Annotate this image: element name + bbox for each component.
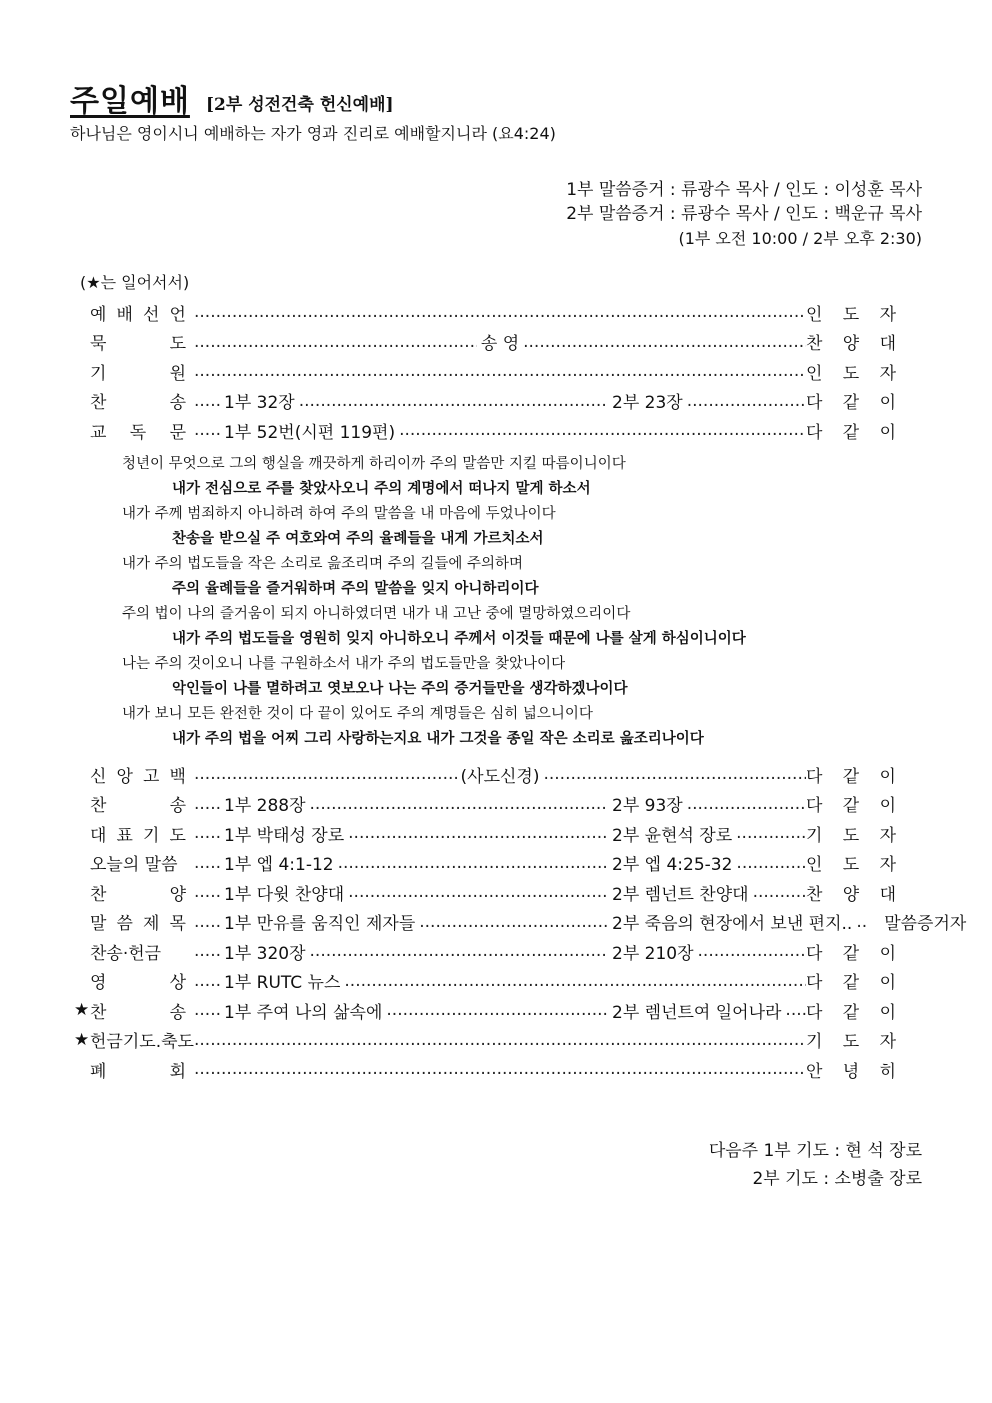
leader-dots: [348, 823, 608, 843]
label-char: 찬: [90, 1002, 107, 1023]
order-item-detail-1: 1부 엡 4:1-12: [224, 855, 334, 875]
order-item-responsible: [806, 359, 896, 384]
responsible-char: 대: [879, 884, 896, 905]
order-item-label: [90, 909, 194, 934]
leader-dots: [698, 941, 806, 961]
label-char: 도: [169, 334, 186, 354]
label-char: 오늘의 말씀: [90, 855, 178, 875]
order-item-detail-1: 1부 32장: [224, 393, 295, 413]
responsible-char: 같: [842, 1002, 860, 1023]
order-item-detail-1: 1부 박태성 장로: [224, 825, 345, 846]
leader-dots: [194, 794, 220, 814]
leader-dots: [687, 391, 806, 411]
leader-dots: [344, 971, 806, 991]
responsible-char: 같: [842, 973, 860, 993]
order-item-responsible: [806, 300, 896, 325]
leader-dots: [687, 794, 806, 814]
order-item-label: [90, 388, 194, 413]
responsible-char: 이: [879, 973, 896, 993]
responsible-char: 자: [879, 363, 896, 384]
responsible-char: 다: [805, 766, 823, 787]
label-char: 헌금기도.축도: [90, 1032, 194, 1052]
response-line-congregation: 내가 전심으로 주를 찾았사오니 주의 계명에서 떠나지 말게 하소서: [172, 481, 591, 497]
responsible-char: 같: [842, 393, 860, 413]
standing-star: ★: [74, 1029, 90, 1050]
order-row: [74, 761, 896, 787]
responsible-char: 이: [879, 943, 896, 964]
leader-dots: [194, 882, 220, 902]
order-item-responsible: [806, 998, 896, 1023]
standing-star: ★: [74, 1000, 90, 1020]
response-line-leader: 내가 주께 범죄하지 아니하려 하여 주의 말씀을 내 마음에 두었나이다: [122, 506, 556, 522]
label-char: 씀: [116, 914, 133, 934]
leader-dots: [310, 794, 608, 814]
label-char: 찬: [90, 393, 107, 413]
page-title: 주일예배: [70, 84, 190, 119]
leader-dots: [194, 361, 806, 381]
order-item-detail-2: 2부 윤현석 장로: [612, 825, 733, 846]
order-item-responsible: [806, 1027, 896, 1052]
label-char: 예: [90, 304, 107, 325]
leader-dots: [736, 823, 806, 843]
leader-dots: [194, 823, 220, 843]
order-item-detail: 1부 RUTC 뉴스: [224, 973, 341, 993]
responsible-char: 찬: [806, 884, 823, 905]
leader-dots: [194, 1059, 806, 1079]
responsible-char: 같: [842, 796, 860, 816]
leader-dots: [194, 391, 220, 411]
label-char: 묵: [90, 334, 107, 354]
ministers-line-1: 1부 말씀증거 : 류광수 목사 / 인도 : 이성훈 목사: [566, 180, 922, 200]
order-item-detail: 송 영: [480, 334, 520, 354]
label-char: 독: [129, 422, 147, 443]
leader-dots: [785, 1000, 806, 1020]
order-item-label: [90, 1057, 194, 1082]
order-row: [74, 388, 896, 414]
label-char: 기: [143, 825, 160, 846]
order-item-label: [90, 329, 194, 354]
label-char: 목: [169, 914, 186, 934]
response-line-congregation: 악인들이 나를 멸하려고 엿보오나 나는 주의 증거들만을 생각하겠나이다: [172, 681, 628, 697]
label-char: 송: [169, 796, 186, 816]
leader-dots: [338, 853, 608, 873]
order-item-detail-2: 2부 엡 4:25-32: [612, 855, 733, 875]
leader-dots: [194, 1000, 220, 1020]
label-char: 도: [169, 825, 186, 846]
label-char: 기: [90, 363, 107, 384]
order-item-responsible: [806, 329, 896, 354]
responsible-char: 인: [806, 304, 823, 325]
label-char: 말: [90, 914, 107, 934]
responsible-char: 양: [842, 884, 860, 905]
leader-dots: [419, 912, 608, 932]
responsible-char: 다: [806, 973, 823, 993]
label-char: 제: [143, 914, 160, 934]
order-item-detail-2: 2부 93장: [612, 796, 683, 816]
order-item-label: [90, 418, 194, 443]
responsible-char: 도: [842, 1032, 860, 1052]
responsible-char: 다: [806, 393, 823, 413]
label-char: 찬: [90, 884, 107, 905]
order-item-responsible: [806, 850, 896, 875]
order-row: [74, 879, 896, 905]
leader-dots: [299, 391, 608, 411]
order-item-label: [90, 968, 194, 993]
responsible-char: 이: [879, 796, 896, 816]
next-week-prayer-2: 2부 기도 : 소병출 장로: [752, 1169, 922, 1189]
responsible-char: 히: [879, 1061, 896, 1082]
order-item-responsible: [806, 968, 896, 993]
leader-dots: [194, 912, 220, 932]
response-line-leader: 주의 법이 나의 즐거움이 되지 아니하였더면 내가 내 고난 중에 멸망하였으리이다: [122, 606, 631, 622]
order-item-detail-2: 2부 죽음의 현장에서 보낸 편지..: [612, 914, 853, 934]
responsible-char: 다: [806, 422, 823, 443]
service-times: (1부 오전 10:00 / 2부 오후 2:30): [678, 229, 922, 248]
responsible-char: 이: [879, 1002, 896, 1023]
order-row: [74, 820, 896, 846]
label-char: 앙: [116, 766, 133, 787]
response-line-congregation: 주의 율례들을 즐거워하며 주의 말씀을 잊지 아니하리이다: [172, 581, 539, 597]
responsible-char: 자: [879, 825, 896, 846]
responsible-char: 도: [842, 855, 860, 875]
responsible-char: 같: [842, 943, 860, 964]
order-item-detail-1: 1부 만유를 움직인 제자들: [224, 914, 416, 934]
responsible-char: 찬: [806, 334, 823, 354]
label-char: 송: [169, 393, 186, 413]
label-char: 고: [143, 766, 160, 787]
standing-note: (★는 일어서서): [80, 273, 190, 292]
responsible-char: 다: [806, 796, 823, 816]
order-row: [74, 850, 896, 876]
leader-dots: [194, 971, 220, 991]
order-item-responsible: [806, 791, 896, 816]
order-item-detail-1: 1부 다윗 찬양대: [224, 884, 345, 905]
order-item-responsible: [866, 909, 966, 934]
leader-dots: [736, 853, 806, 873]
order-item-responsible: [806, 418, 896, 443]
label-char: 언: [169, 304, 186, 325]
order-row: [74, 1027, 896, 1053]
label-char: 회: [169, 1061, 186, 1082]
order-item-label: [90, 762, 194, 787]
order-item-detail: (사도신경): [460, 766, 540, 787]
responsible-char: 다: [806, 943, 823, 964]
responsible-char: 안: [806, 1061, 823, 1082]
order-item-detail-1: 1부 주여 나의 삶속에: [224, 1002, 383, 1023]
ministers-line-2: 2부 말씀증거 : 류광수 목사 / 인도 : 백운규 목사: [566, 204, 922, 224]
label-char: 영: [90, 973, 107, 993]
responsible-char: 자: [879, 304, 896, 325]
order-item-label: [90, 300, 194, 325]
responsive-reading: [122, 452, 746, 752]
label-char: 원: [169, 363, 186, 384]
order-row: [74, 417, 896, 443]
next-week-prayer-1: 다음주 1부 기도 : 현 석 장로: [708, 1141, 922, 1161]
order-row: [74, 791, 896, 817]
responsible-char: 녕: [842, 1061, 860, 1082]
order-item-responsible: [806, 762, 896, 787]
responsible-char: 이: [879, 766, 896, 787]
responsible-char: 도: [842, 304, 860, 325]
label-char: 백: [169, 766, 186, 787]
label-char: 대: [90, 825, 107, 846]
leader-dots: [386, 1000, 608, 1020]
order-item-detail-2: 2부 23장: [612, 393, 683, 413]
order-item-detail-1: 1부 320장: [224, 943, 306, 964]
order-row: [74, 997, 896, 1023]
leader-dots: [399, 420, 806, 440]
leader-dots: [348, 882, 608, 902]
order-row: [74, 938, 896, 964]
order-item-responsible: [806, 939, 896, 964]
response-line-leader: 나는 주의 것이오니 나를 구원하소서 내가 주의 법도들만을 찾았나이다: [122, 656, 566, 672]
order-item-label: [90, 998, 194, 1023]
label-char: 표: [116, 825, 133, 846]
leader-dots: [194, 302, 806, 322]
responsible-char: 기: [806, 1032, 823, 1052]
leader-dots: [194, 764, 457, 784]
order-item-label: [90, 791, 194, 816]
responsible-char: 양: [842, 334, 860, 354]
order-item-label: [90, 821, 194, 846]
responsible-char: 자: [879, 855, 896, 875]
responsible-char: 같: [842, 422, 860, 443]
label-char: 문: [169, 422, 186, 443]
order-row: [74, 1056, 896, 1082]
leader-dots: [194, 1030, 806, 1050]
response-line-congregation: 내가 주의 법을 어찌 그리 사랑하는지요 내가 그것을 종일 작은 소리로 읊조리나이다: [172, 731, 704, 747]
order-row: [74, 299, 896, 325]
order-item-detail: 1부 52번(시편 119편): [224, 422, 396, 443]
order-item-label: [90, 1027, 194, 1052]
responsible-char: 같: [842, 766, 860, 787]
label-char: 찬: [90, 796, 107, 816]
responsible-char: 다: [806, 1002, 823, 1023]
theme-verse: 하나님은 영이시니 예배하는 자가 영과 진리로 예배할지니라 (요4:24): [70, 124, 556, 143]
responsible-char: 자: [879, 1032, 896, 1052]
response-line-leader: 내가 주의 법도들을 작은 소리로 읊조리며 주의 길들에 주의하며: [122, 556, 524, 572]
order-row: [74, 358, 896, 384]
order-item-detail-2: 2부 렘넌트 찬양대: [612, 884, 749, 905]
page-subtitle: [2부 성전건축 헌신예배]: [206, 95, 394, 115]
label-char: 신: [90, 766, 107, 787]
leader-dots: [753, 882, 806, 902]
leader-dots: [310, 941, 608, 961]
order-row: [74, 968, 896, 994]
responsible-char: 도: [842, 825, 860, 846]
leader-dots: [194, 941, 220, 961]
label-char: 배: [116, 304, 133, 325]
order-item-detail-2: 2부 렘넌트여 일어나라: [612, 1002, 782, 1023]
response-line-congregation: 찬송을 받으실 주 여호와여 주의 율례들을 내게 가르치소서: [172, 531, 544, 547]
label-char: 상: [169, 973, 186, 993]
order-item-label: [90, 850, 194, 875]
leader-dots: [856, 912, 866, 932]
order-item-label: [90, 359, 194, 384]
leader-dots: [194, 853, 220, 873]
order-item-label: [90, 939, 194, 964]
leader-dots: [194, 420, 220, 440]
label-char: 교: [90, 422, 107, 443]
response-line-congregation: 내가 주의 법도들을 영원히 잊지 아니하오니 주께서 이것들 때문에 나를 살게 하심이니이다: [172, 631, 746, 647]
responsible-char: 이: [879, 393, 896, 413]
responsible-char: 도: [842, 363, 860, 384]
label-char: 선: [143, 304, 160, 325]
leader-dots: [543, 764, 806, 784]
order-item-detail-1: 1부 288장: [224, 796, 306, 816]
order-item-responsible: [806, 880, 896, 905]
leader-dots: [523, 332, 806, 352]
leader-dots: [194, 332, 477, 352]
responsible-char: 말씀증거자: [884, 914, 967, 934]
label-char: 양: [169, 884, 186, 905]
order-item-label: [90, 880, 194, 905]
responsible-char: 인: [806, 363, 823, 384]
order-item-detail-2: 2부 210장: [612, 943, 694, 964]
responsible-char: 대: [879, 334, 896, 354]
order-item-responsible: [806, 388, 896, 413]
responsible-char: 이: [879, 422, 896, 443]
responsible-char: 기: [806, 825, 823, 846]
order-of-service-top: [74, 299, 896, 443]
responsible-char: 인: [806, 855, 823, 875]
order-row: [74, 329, 896, 355]
label-char: 송: [169, 1002, 186, 1023]
label-char: 폐: [90, 1061, 107, 1082]
order-of-service-bottom: [74, 761, 967, 1082]
response-line-leader: 내가 보니 모든 완전한 것이 다 끝이 있어도 주의 계명들은 심히 넓으니이다: [122, 706, 593, 722]
order-item-responsible: [806, 821, 896, 846]
label-char: 찬송·헌금: [90, 943, 162, 964]
response-line-leader: 청년이 무엇으로 그의 행실을 깨끗하게 하리이까 주의 말씀만 지킬 따름이니이다: [122, 456, 626, 472]
order-item-responsible: [806, 1057, 896, 1082]
order-row: [74, 909, 967, 935]
